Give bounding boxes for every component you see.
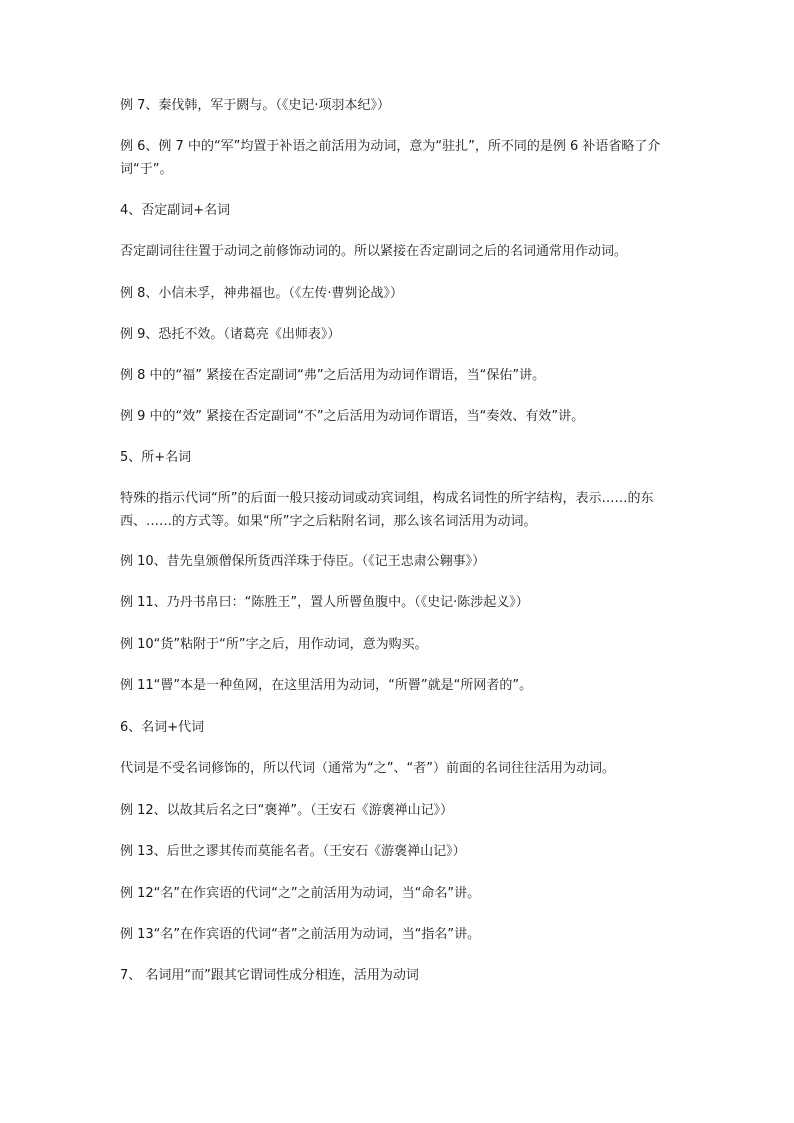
- example-10-line: 例 10、昔先皇颁僧保所货西洋珠于侍臣。（《记王忠肃公翱事》）: [120, 554, 486, 569]
- section-4-intro: 否定副词往往置于动词之前修饰动词的。所以紧接在否定副词之后的名词通常用作动词。: [120, 244, 628, 259]
- example-6-7-explanation: 例 6、例 7 中的“军”均置于补语之前活用为动词，意为“驻扎”，所不同的是例 6 补语省略了介词“于”。: [120, 139, 661, 177]
- section-6-intro: 代词是不受名词修饰的，所以代词（通常为“之”、“者”）前面的名词往往活用为动词。: [120, 761, 615, 776]
- example-13-line: 例 13、后世之谬其传而莫能名者。（王安石《游褒禅山记》）: [120, 844, 466, 859]
- example-13-explanation: 例 13“名”在作宾语的代词“者”之前活用为动词，当“指名”讲。: [120, 927, 481, 942]
- example-7-line: 例 7、秦伐韩，军于閼与。（《史记·项羽本纪》）: [120, 98, 391, 113]
- section-4-heading: 4、否定副词+名词: [120, 203, 231, 218]
- example-12-explanation: 例 12“名”在作宾语的代词“之”之前活用为动词，当“命名”讲。: [120, 886, 481, 901]
- example-8-line: 例 8、小信未孚，神弗福也。（《左传·曹刿论战》）: [120, 286, 404, 301]
- section-5-intro: 特殊的指示代词“所”的后面一般只接动词或动宾词组，构成名词性的所字结构，表示……的东西、……的方式等。如果“所”字之后粘附名词，那么该名词活用为动词。: [120, 491, 654, 529]
- example-8-explanation: 例 8 中的“福” 紧接在否定副词“弗”之后活用为动词作谓语，当“保佑”讲。: [120, 368, 546, 383]
- example-9-explanation: 例 9 中的“效” 紧接在否定副词“不”之后活用为动词作谓语，当“奏效、有效”讲。: [120, 409, 585, 424]
- example-12-line: 例 12、以故其后名之曰“褒禅”。（王安石《游褒禅山记》）: [120, 803, 454, 818]
- example-11-explanation: 例 11“罾”本是一种鱼网，在这里活用为动词，“所罾”就是“所网者的”。: [120, 678, 533, 693]
- example-11-line: 例 11、乃丹书帛曰：“陈胜王”，置人所罾鱼腹中。（《史记·陈涉起义》）: [120, 595, 529, 610]
- section-6-heading: 6、名词+代词: [120, 720, 205, 735]
- example-9-line: 例 9、恐托不效。（诸葛亮《出师表》）: [120, 327, 341, 342]
- section-5-heading: 5、所+名词: [120, 450, 192, 465]
- example-10-explanation: 例 10“货”粘附于“所”字之后，用作动词，意为购买。: [120, 637, 428, 652]
- section-7-heading: 7、 名词用“而”跟其它谓词性成分相连，活用为动词: [120, 968, 419, 983]
